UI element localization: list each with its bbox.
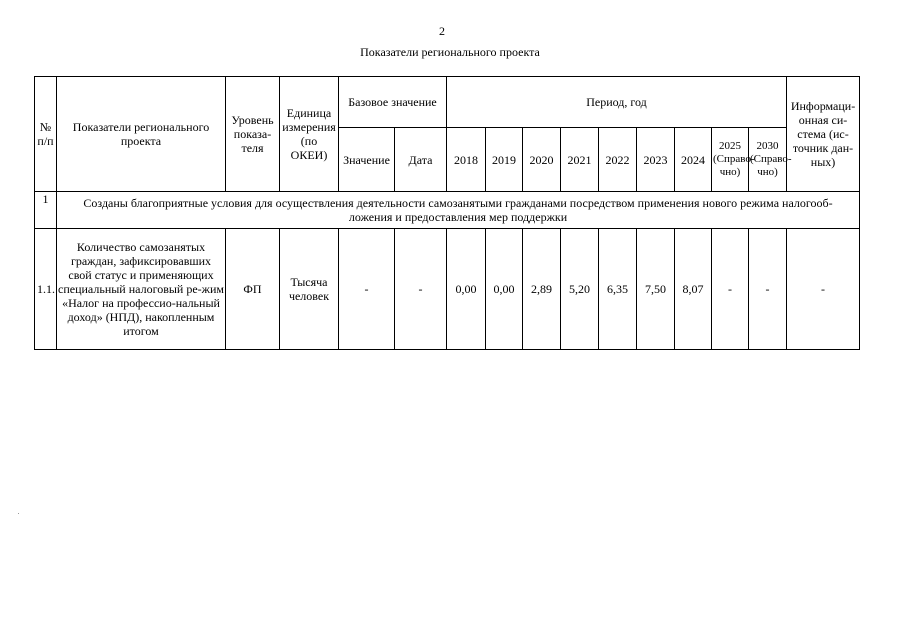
row-value-2030: - <box>749 229 787 350</box>
row-value-2023: 7,50 <box>637 229 675 350</box>
header-num: № п/п <box>35 77 57 192</box>
table-row <box>35 229 860 350</box>
section-title-line1: Созданы благоприятные условия для осуществления деятельности самозанятыми гражданами посредством применения нового режима налогооб- <box>83 196 833 210</box>
row-unit: Тысяча человек <box>280 229 339 350</box>
row-value-2020: 2,89 <box>523 229 561 350</box>
document-title: Показатели регионального проекта <box>360 45 540 59</box>
row-value-2022: 6,35 <box>599 229 637 350</box>
row-value-2025: - <box>712 229 749 350</box>
indicators-table <box>34 76 860 350</box>
row-indicator: Количество самозанятых граждан, зафиксировавших свой статус и применяющих специальный налоговый ре-жим «Налог на профессио-нальный доход» (НПД), накопленным итогом <box>57 229 226 350</box>
header-period: Период, год <box>447 77 787 128</box>
header-year: 2018 <box>447 128 486 192</box>
header-base-value: Значение <box>339 128 395 192</box>
row-base-date: - <box>395 229 447 350</box>
header-year: 2022 <box>599 128 637 192</box>
row-value-2019: 0,00 <box>486 229 523 350</box>
header-row-1 <box>35 77 860 128</box>
row-level: ФП <box>226 229 280 350</box>
row-value-2024: 8,07 <box>675 229 712 350</box>
row-base-value: - <box>339 229 395 350</box>
header-year: 2021 <box>561 128 599 192</box>
scan-speck <box>18 513 19 514</box>
header-base: Базовое значение <box>339 77 447 128</box>
header-info-system: Информаци-онная си-стема (ис-точник дан-ных) <box>787 77 860 192</box>
header-year: 2020 <box>523 128 561 192</box>
page-number: 2 <box>439 24 445 38</box>
section-title <box>57 192 860 229</box>
row-info-system: - <box>787 229 860 350</box>
row-value-2018: 0,00 <box>447 229 486 350</box>
section-title-line2: ложения и предоставления мер поддержки <box>348 210 568 224</box>
header-unit: Единица измерения (по ОКЕИ) <box>280 77 339 192</box>
row-num: 1.1. <box>35 229 57 350</box>
section-num: 1 <box>35 192 57 229</box>
header-year-2030: 2030 (Справо-чно) <box>749 128 787 192</box>
header-indicator: Показатели регионального проекта <box>57 77 226 192</box>
row-value-2021: 5,20 <box>561 229 599 350</box>
header-base-date: Дата <box>395 128 447 192</box>
section-row <box>35 192 860 229</box>
header-year: 2024 <box>675 128 712 192</box>
header-year-2025: 2025 (Справо-чно) <box>712 128 749 192</box>
header-year: 2023 <box>637 128 675 192</box>
header-level: Уровень показа-теля <box>226 77 280 192</box>
header-year: 2019 <box>486 128 523 192</box>
